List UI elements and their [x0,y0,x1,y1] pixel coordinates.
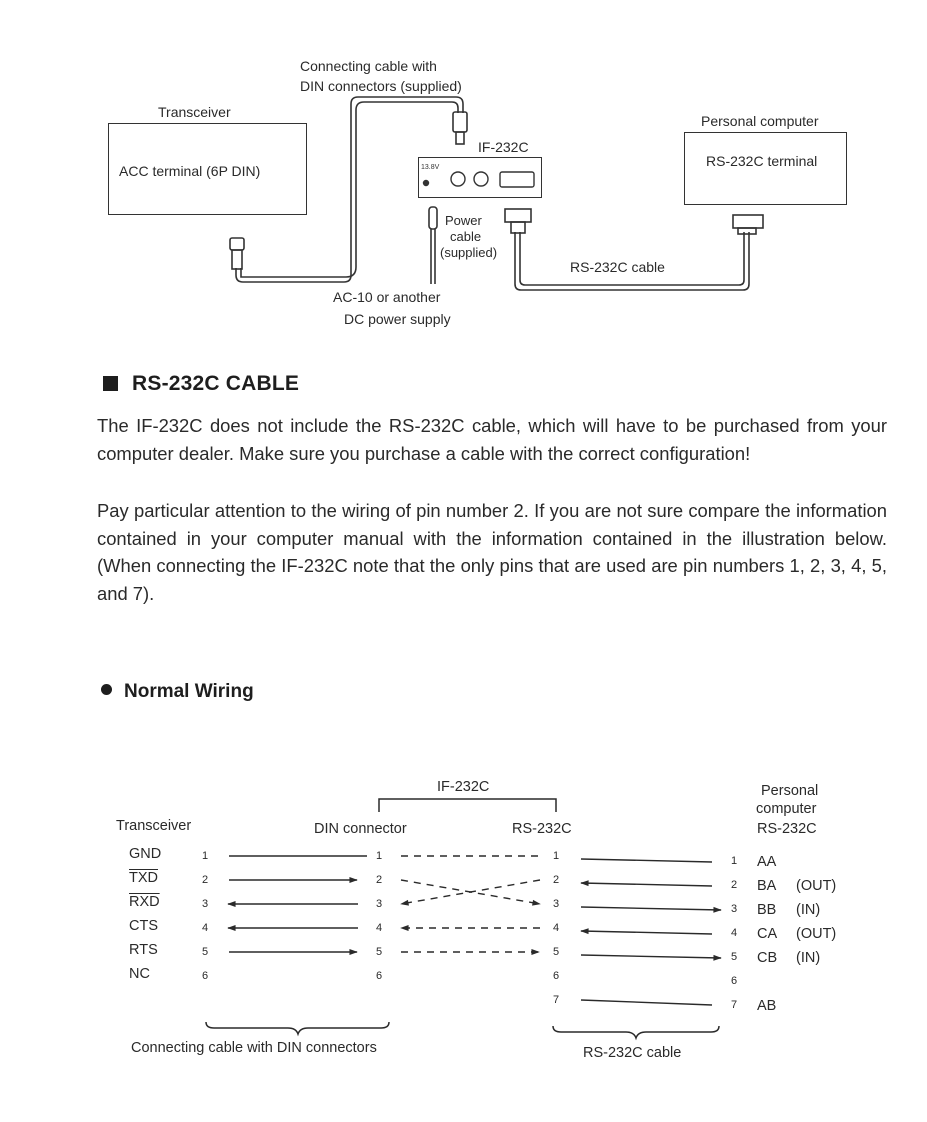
pc-signal-aa: AA [757,854,777,870]
transceiver-label: Transceiver [158,104,231,120]
wiring-din-connector-label: DIN connector [314,821,407,837]
rs-pin: 7 [553,994,560,1006]
cable-label-line1: Connecting cable with [300,58,437,74]
wiring-rs232c-label: RS-232C [512,821,572,837]
wire-rs-5 [581,955,721,958]
transceiver-pin: 5 [202,946,209,958]
pc-signal-cb: CB [757,950,778,966]
wiring-pc-line2: computer [756,801,817,817]
pc-signal-ca: CA [757,926,778,942]
rs232c-cable-label: RS-232C cable [570,259,665,275]
din-pin: 3 [376,898,383,910]
signal-txd: $\overline{TXD}$ [129,870,158,886]
wire-rs-7 [581,1000,712,1005]
pc-direction-ca: (OUT) [796,926,837,942]
pc-signal-ba: BA [757,878,777,894]
rs232c-terminal-label: RS-232C terminal [706,153,818,169]
pc-pin: 1 [731,855,738,867]
pc-pin: 7 [731,999,738,1011]
wiring-transceiver-label: Transceiver [116,818,192,834]
din-pin: 5 [376,946,383,958]
cable-label-line2: DIN connectors (supplied) [300,78,462,94]
pc-direction-ba: (OUT) [796,878,837,894]
transceiver-pin: 1 [202,850,209,862]
section-heading-text: RS-232C CABLE [132,372,300,395]
wire-rs-1 [581,859,712,862]
pc-pin: 3 [731,903,738,915]
signal-gnd: GND [129,846,162,862]
transceiver-pin: 4 [202,922,209,934]
footer-rs232c-cable-label: RS-232C cable [583,1045,682,1061]
pc-signal-bb: BB [757,902,777,918]
footer-din-cable-label: Connecting cable with DIN connectors [131,1040,377,1056]
rs-pin: 3 [553,898,560,910]
acc-terminal-label: ACC terminal (6P DIN) [119,163,261,179]
pc-pin: 5 [731,951,738,963]
pc-direction-bb: (IN) [796,902,821,918]
wiring-pc-line3: RS-232C [757,821,817,837]
power-label-line2: cable [450,229,482,244]
transceiver-pin: 2 [202,874,209,886]
power-label-line1: Power [445,213,482,228]
signal-rts: RTS [129,942,158,958]
rs-pin: 5 [553,946,560,958]
pc-direction-cb: (IN) [796,950,821,966]
ac10-label-line2: DC power supply [344,311,451,327]
subheading-text: Normal Wiring [124,681,254,702]
wire-rs-4 [581,931,712,934]
pc-label: Personal computer [701,113,819,129]
pc-pin: 2 [731,879,738,891]
wire-rs-3 [581,907,721,910]
signal-rxd: $\overline{RXD}$ [129,894,160,910]
if232c-label: IF-232C [478,139,529,155]
din-pin: 4 [376,922,383,934]
pc-pin: 4 [731,927,738,939]
wire-rs-2 [581,883,712,886]
transceiver-pin: 3 [202,898,209,910]
signal-nc: NC [129,966,150,982]
rs-pin: 4 [553,922,560,934]
signal-cts: CTS [129,918,158,934]
if232c-voltage: 13.8V [421,164,440,171]
transceiver-pin: 6 [202,970,209,982]
din-pin: 1 [376,850,383,862]
wiring-pc-line1: Personal [761,783,819,799]
power-label-line3: (supplied) [440,245,498,260]
paragraph-2: Pay particular attention to the wiring of pin number 2. If you are not sure compare the information contained in your computer manual with the information contained in the illustration below. (When connecting the IF-232C note that the only pins that are used are pin numbers 1, 2, 3, 4, 5, and 7). [97,500,887,604]
pc-pin: 6 [731,975,738,987]
din-pin: 2 [376,874,383,886]
rs-pin: 1 [553,850,560,862]
rs-pin: 6 [553,970,560,982]
paragraph-1: The IF-232C does not include the RS-232C cable, which will have to be purchased from your computer dealer. Make sure you purchase a cable with the correct configuration! [97,415,887,464]
pc-signal-ab: AB [757,998,777,1014]
rs-pin: 2 [553,874,560,886]
ac10-label-line1: AC-10 or another [333,289,441,305]
din-pin: 6 [376,970,383,982]
wiring-if232c-label: IF-232C [437,779,490,795]
